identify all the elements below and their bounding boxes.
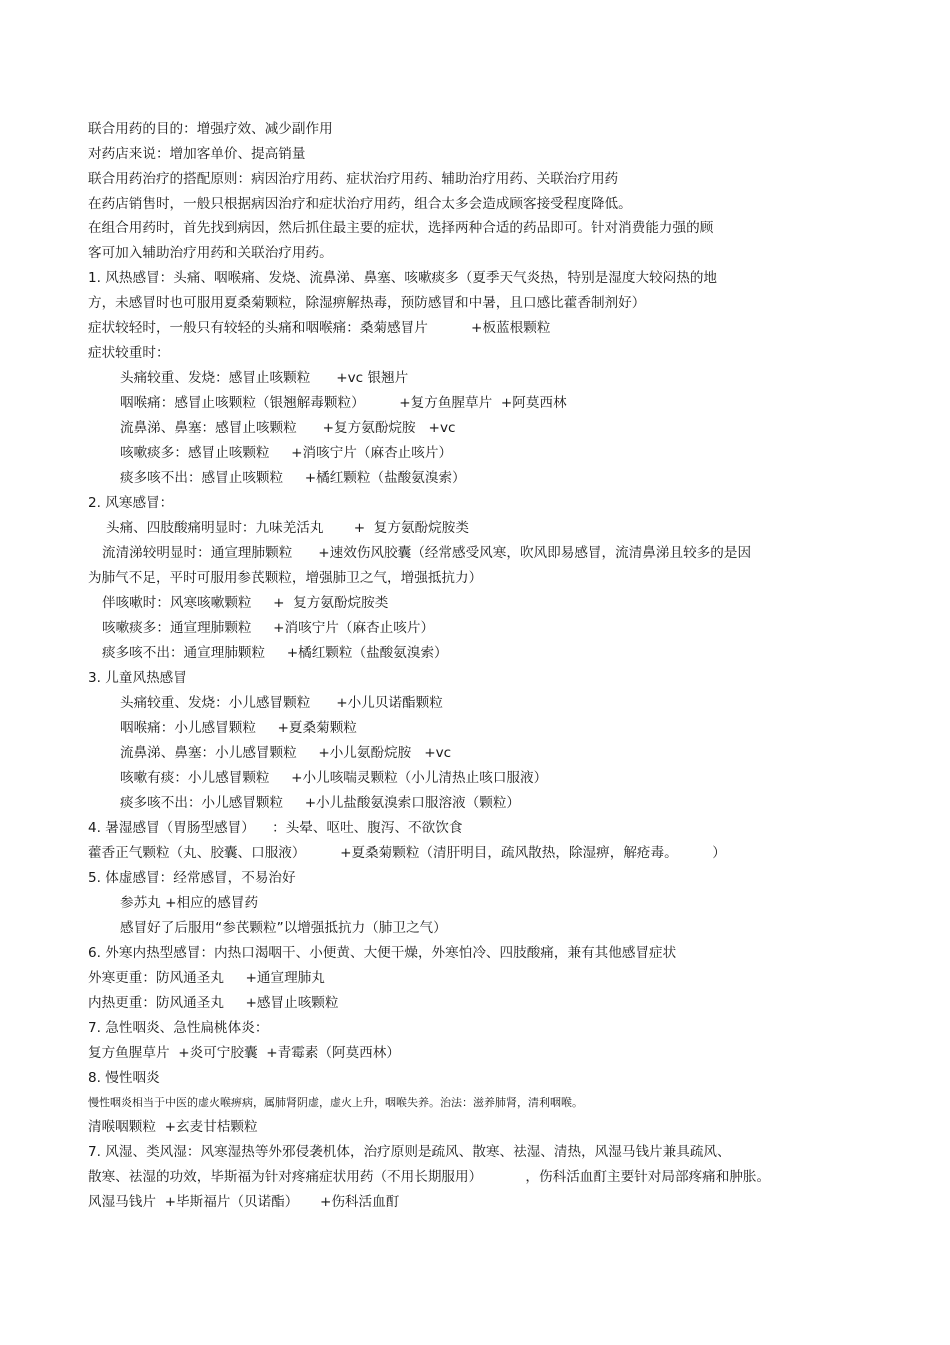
text-line: 联合用药的目的：增强疗效、减少副作用 — [88, 121, 333, 137]
text-line: 咽喉痛：小儿感冒颗粒 +夏桑菊颗粒 — [120, 720, 357, 736]
text-line-small: 慢性咽炎相当于中医的虚火喉痹病，属肺肾阴虚，虚火上升，咽喉失养。治法：滋养肺肾，清利咽喉。 — [88, 1096, 583, 1109]
text-line: 痰多咳不出：感冒止咳颗粒 +橘红颗粒（盐酸氨溴索） — [120, 470, 466, 486]
text-line: 参苏丸 +相应的感冒药 — [120, 895, 259, 911]
text-line: 痰多咳不出：小儿感冒颗粒 +小儿盐酸氨溴索口服溶液（颗粒） — [120, 795, 521, 811]
section-heading: 1. 风热感冒：头痛、咽喉痛、发烧、流鼻涕、鼻塞、咳嗽痰多（夏季天气炎热，特别是湿度大较闷热的地 — [88, 270, 718, 286]
text-line: 内热更重：防风通圣丸 +感冒止咳颗粒 — [88, 995, 339, 1011]
text-line: 清喉咽颗粒 +玄麦甘桔颗粒 — [88, 1119, 258, 1135]
text-line: 在药店销售时，一般只根据病因治疗和症状治疗用药，组合太多会造成顾客接受程度降低。 — [88, 196, 632, 212]
text-line: 咳嗽痰多：感冒止咳颗粒 +消咳宁片（麻杏止咳片） — [120, 445, 453, 461]
text-line: 感冒好了后服用“参芪颗粒”以增强抵抗力（肺卫之气） — [120, 920, 447, 936]
text-line: 藿香正气颗粒（丸、胶囊、口服液） +夏桑菊颗粒（清肝明目，疏风散热，除湿痹，解疮毒。 ） — [88, 845, 726, 861]
section-heading: 3. 儿童风热感冒 — [88, 670, 187, 686]
section-heading: 8. 慢性咽炎 — [88, 1070, 160, 1086]
text-line: 联合用药治疗的搭配原则：病因治疗用药、症状治疗用药、辅助治疗用药、关联治疗用药 — [88, 171, 619, 187]
section-heading: 5. 体虚感冒：经常感冒，不易治好 — [88, 870, 296, 886]
text-line: 流鼻涕、鼻塞：小儿感冒颗粒 +小儿氨酚烷胺 +vc — [120, 745, 452, 761]
text-line: 症状较重时： — [88, 345, 170, 361]
text-line: 流清涕较明显时：通宣理肺颗粒 +速效伤风胶囊（经常感受风寒，吹风即易感冒，流清鼻涕且较多的是因 — [102, 545, 752, 561]
text-line: 方，未感冒时也可服用夏桑菊颗粒，除湿痹解热毒，预防感冒和中暑，且口感比藿香制剂好） — [88, 295, 646, 311]
text-line: 头痛、四肢酸痛明显时：九味羌活丸 + 复方氨酚烷胺类 — [106, 520, 469, 536]
text-line: 为肺气不足，平时可服用参芪颗粒，增强肺卫之气，增强抵抗力） — [88, 570, 483, 586]
text-line: 头痛较重、发烧：小儿感冒颗粒 +小儿贝诺酯颗粒 — [120, 695, 443, 711]
text-line: 风湿马钱片 +毕斯福片（贝诺酯） +伤科活血酊 — [88, 1194, 400, 1210]
section-heading: 7. 急性咽炎、急性扁桃体炎： — [88, 1020, 269, 1036]
text-line: 复方鱼腥草片 +炎可宁胶囊 +青霉素（阿莫西林） — [88, 1045, 400, 1061]
text-line: 症状较轻时，一般只有较轻的头痛和咽喉痛：桑菊感冒片 +板蓝根颗粒 — [88, 320, 551, 336]
text-line: 对药店来说：增加客单价、提高销量 — [88, 146, 306, 162]
text-line: 咳嗽痰多：通宣理肺颗粒 +消咳宁片（麻杏止咳片） — [102, 620, 435, 636]
text-line: 痰多咳不出：通宣理肺颗粒 +橘红颗粒（盐酸氨溴索） — [102, 645, 448, 661]
text-line: 散寒、祛湿的功效，毕斯福为针对疼痛症状用药（不用长期服用） ，伤科活血酊主要针对局部疼痛和肿胀。 — [88, 1169, 771, 1185]
text-line: 咳嗽有痰：小儿感冒颗粒 +小儿咳喘灵颗粒（小儿清热止咳口服液） — [120, 770, 548, 786]
section-heading: 4. 暑湿感冒（胃肠型感冒） ：头晕、呕吐、腹泻、不欲饮食 — [88, 820, 463, 836]
section-heading: 2. 风寒感冒： — [88, 495, 174, 511]
text-line: 在组合用药时，首先找到病因，然后抓住最主要的症状，选择两种合适的药品即可。针对消费能力强的顾 — [88, 220, 714, 236]
text-line: 伴咳嗽时：风寒咳嗽颗粒 + 复方氨酚烷胺类 — [102, 595, 389, 611]
text-line: 客可加入辅助治疗用药和关联治疗用药。 — [88, 245, 333, 261]
text-line: 流鼻涕、鼻塞：感冒止咳颗粒 +复方氨酚烷胺 +vc — [120, 420, 456, 436]
text-line: 外寒更重：防风通圣丸 +通宣理肺丸 — [88, 970, 325, 986]
text-line: 咽喉痛：感冒止咳颗粒（银翘解毒颗粒） +复方鱼腥草片 +阿莫西林 — [120, 395, 567, 411]
text-line: 头痛较重、发烧：感冒止咳颗粒 +vc 银翘片 — [120, 370, 409, 386]
section-heading: 6. 外寒内热型感冒：内热口渴咽干、小便黄、大便干燥，外寒怕冷、四肢酸痛，兼有其他感冒症状 — [88, 945, 677, 961]
section-heading: 7. 风湿、类风湿：风寒湿热等外邪侵袭机体，治疗原则是疏风、散寒、祛湿、清热，风湿马钱片兼具疏风、 — [88, 1144, 731, 1160]
